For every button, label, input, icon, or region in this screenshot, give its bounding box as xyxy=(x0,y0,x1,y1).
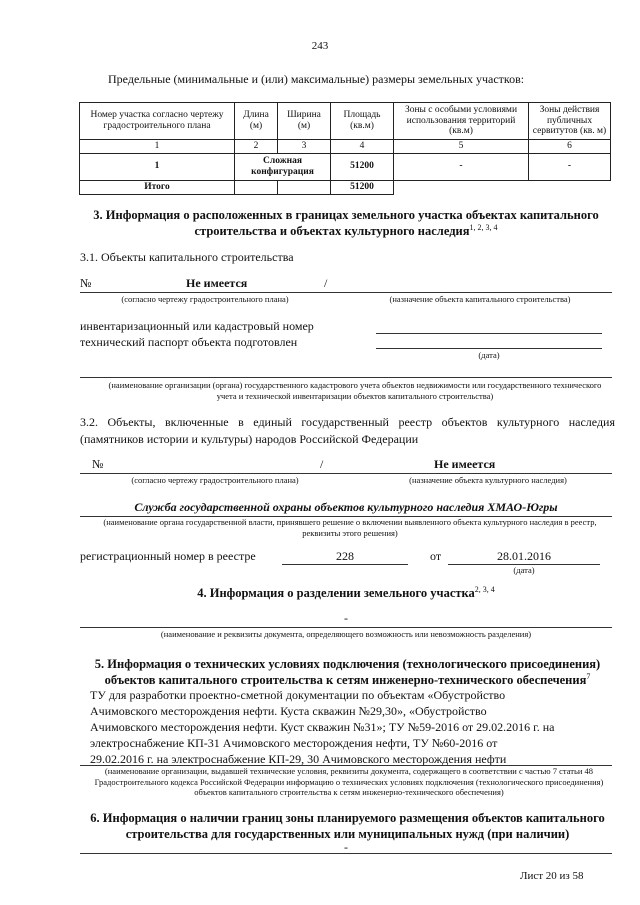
slash-separator-2: / xyxy=(320,457,324,471)
index-cell: 5 xyxy=(394,140,529,154)
divider xyxy=(80,853,612,854)
index-cell: 4 xyxy=(331,140,394,154)
caption-purpose-2: (назначение объекта культурного наследия) xyxy=(409,475,567,485)
caption-date: (дата) xyxy=(478,350,500,360)
shape-cell: Сложная конфигурация xyxy=(235,153,331,180)
section6-value: - xyxy=(344,840,348,854)
index-cell: 6 xyxy=(529,140,611,154)
index-cell: 3 xyxy=(278,140,331,154)
section5-caption: (наименование организации, выдавшей технические условия, реквизиты документа, содержащего в соответствии с частью 7 статьи 48 Градостроительного кодекса Российской Федерации информацию о технических условиях подключения (технологического присоединения) объектов капитального строительства к сетям инженерно-технического обеспечения) xyxy=(94,766,604,798)
empty-cell xyxy=(529,180,611,194)
registry-number: 228 xyxy=(282,549,408,565)
registry-label: регистрационный номер в реестре xyxy=(80,549,256,563)
caption-date-2: (дата) xyxy=(513,565,535,575)
header-cell: Номер участка согласно чертежу градостроительного плана xyxy=(80,103,235,140)
area-cell: 51200 xyxy=(331,153,394,180)
divider xyxy=(80,627,612,628)
no-value: Не имеется xyxy=(186,276,248,290)
section4-value: - xyxy=(344,611,348,625)
section5-title xyxy=(80,656,615,689)
section3-1-title: 3.1. Объекты капитального строительства xyxy=(80,250,294,264)
divider xyxy=(80,377,612,378)
section5-body-line: ТУ для разработки проектно-сметной документации по объектам «Обустройство xyxy=(90,688,506,702)
plot-number-cell: 1 xyxy=(80,153,235,180)
table-row xyxy=(80,153,611,180)
total-label-cell: Итого xyxy=(80,180,235,194)
total-area-cell: 51200 xyxy=(331,180,394,194)
section4-caption: (наименование и реквизиты документа, определяющего возможность или невозможность разделения) xyxy=(160,629,532,639)
registry-date: 28.01.2016 xyxy=(448,549,600,565)
section5-body-line: электроснабжение КП-31 Ачимовского месторождения нефти, ТУ №60-2016 от xyxy=(90,736,498,750)
empty-cell xyxy=(278,180,331,194)
caption-authority: (наименование органа государственной власти, принявшего решение о включении выявленного объекта культурного наследия в реестр, реквизиты этого решения) xyxy=(103,517,597,538)
table-index-row xyxy=(80,140,611,154)
header-cell: Длина (м) xyxy=(235,103,278,140)
table-header-row xyxy=(80,103,611,140)
no-label: № xyxy=(80,276,92,290)
inventory-label: инвентаризационный или кадастровый номер xyxy=(80,319,314,333)
header-cell: Ширина (м) xyxy=(278,103,331,140)
no-label-2: № xyxy=(92,457,104,471)
divider xyxy=(80,473,612,474)
caption-plan-2: (согласно чертежу градостроительного плана) xyxy=(131,475,299,485)
divider xyxy=(80,292,612,293)
section4-title-sup: 2, 3, 4 xyxy=(474,585,495,594)
divider xyxy=(376,333,602,334)
no-value-2: Не имеется xyxy=(434,457,496,471)
section5-title-sup: 7 xyxy=(586,672,591,682)
page-number: 243 xyxy=(311,40,329,52)
zones-cell: - xyxy=(394,153,529,180)
section5-body-line: Ачимовского месторождения нефти. Куста скважин №29,30», «Обустройство xyxy=(90,704,487,718)
passport-label: технический паспорт объекта подготовлен xyxy=(80,335,298,349)
caption-plan: (согласно чертежу градостроительного плана) xyxy=(121,294,289,304)
section4-title xyxy=(80,585,612,601)
header-cell: Площадь (кв.м) xyxy=(331,103,394,140)
authority-name: Служба государственной охраны объектов культурного наследия ХМАО-Югры xyxy=(134,500,558,514)
section3-title xyxy=(80,207,612,240)
section6-title: 6. Информация о наличии границ зоны планируемого размещения объектов капитального строительства для государственных или муниципальных нужд (при наличии) xyxy=(90,811,605,842)
section5-title-line2: объектов капитального строительства к сетям инженерно-технического обеспечения xyxy=(104,673,587,688)
servitudes-cell: - xyxy=(529,153,611,180)
table-total-row xyxy=(80,180,611,194)
section3-title-sup: 1, 2, 3, 4 xyxy=(469,223,498,233)
caption-organization: (наименование организации (органа) государственного кадастрового учета объектов недвижимости или государственного технического учета и технической инвентаризации объектов капитального строительства) xyxy=(108,380,602,401)
empty-cell xyxy=(394,180,529,194)
header-cell: Зоны с особыми условиями использования территорий (кв.м) xyxy=(394,103,529,140)
registry-from: от xyxy=(430,549,442,563)
plot-size-table xyxy=(79,102,611,195)
intro-text: Предельные (минимальные и (или) максимальные) размеры земельных участков: xyxy=(108,72,525,86)
slash-separator: / xyxy=(324,276,328,290)
section5-body xyxy=(90,687,610,767)
empty-cell xyxy=(235,180,278,194)
section5-body-line: Ачимовского месторождения нефти. Куст скважин №31»; ТУ №59-2016 от 29.02.2016 г. на xyxy=(90,720,555,734)
header-cell: Зоны действия публичных сервитутов (кв. м) xyxy=(529,103,611,140)
index-cell: 2 xyxy=(235,140,278,154)
index-cell: 1 xyxy=(80,140,235,154)
sheet-footer: Лист 20 из 58 xyxy=(520,870,584,882)
section5-title-line1: 5. Информация о технических условиях подключения (технологического присоединения) xyxy=(94,657,601,671)
section3-2-title: 3.2. Объекты, включенные в единый государственный реестр объектов культурного наследия (памятников истории и культуры) народов Российской Федерации xyxy=(80,415,615,446)
divider xyxy=(376,348,602,349)
section3-title-text: 3. Информация о расположенных в границах земельного участка объектах капитального строительства и объектах культурного наследия xyxy=(93,208,599,239)
caption-purpose: (назначение объекта капитального строительства) xyxy=(389,294,571,304)
section4-title-text: 4. Информация о разделении земельного участка xyxy=(197,586,475,601)
section5-body-line: 29.02.2016 г. на электроснабжение КП-29, 30 Ачимовского месторождения нефти xyxy=(90,752,507,766)
